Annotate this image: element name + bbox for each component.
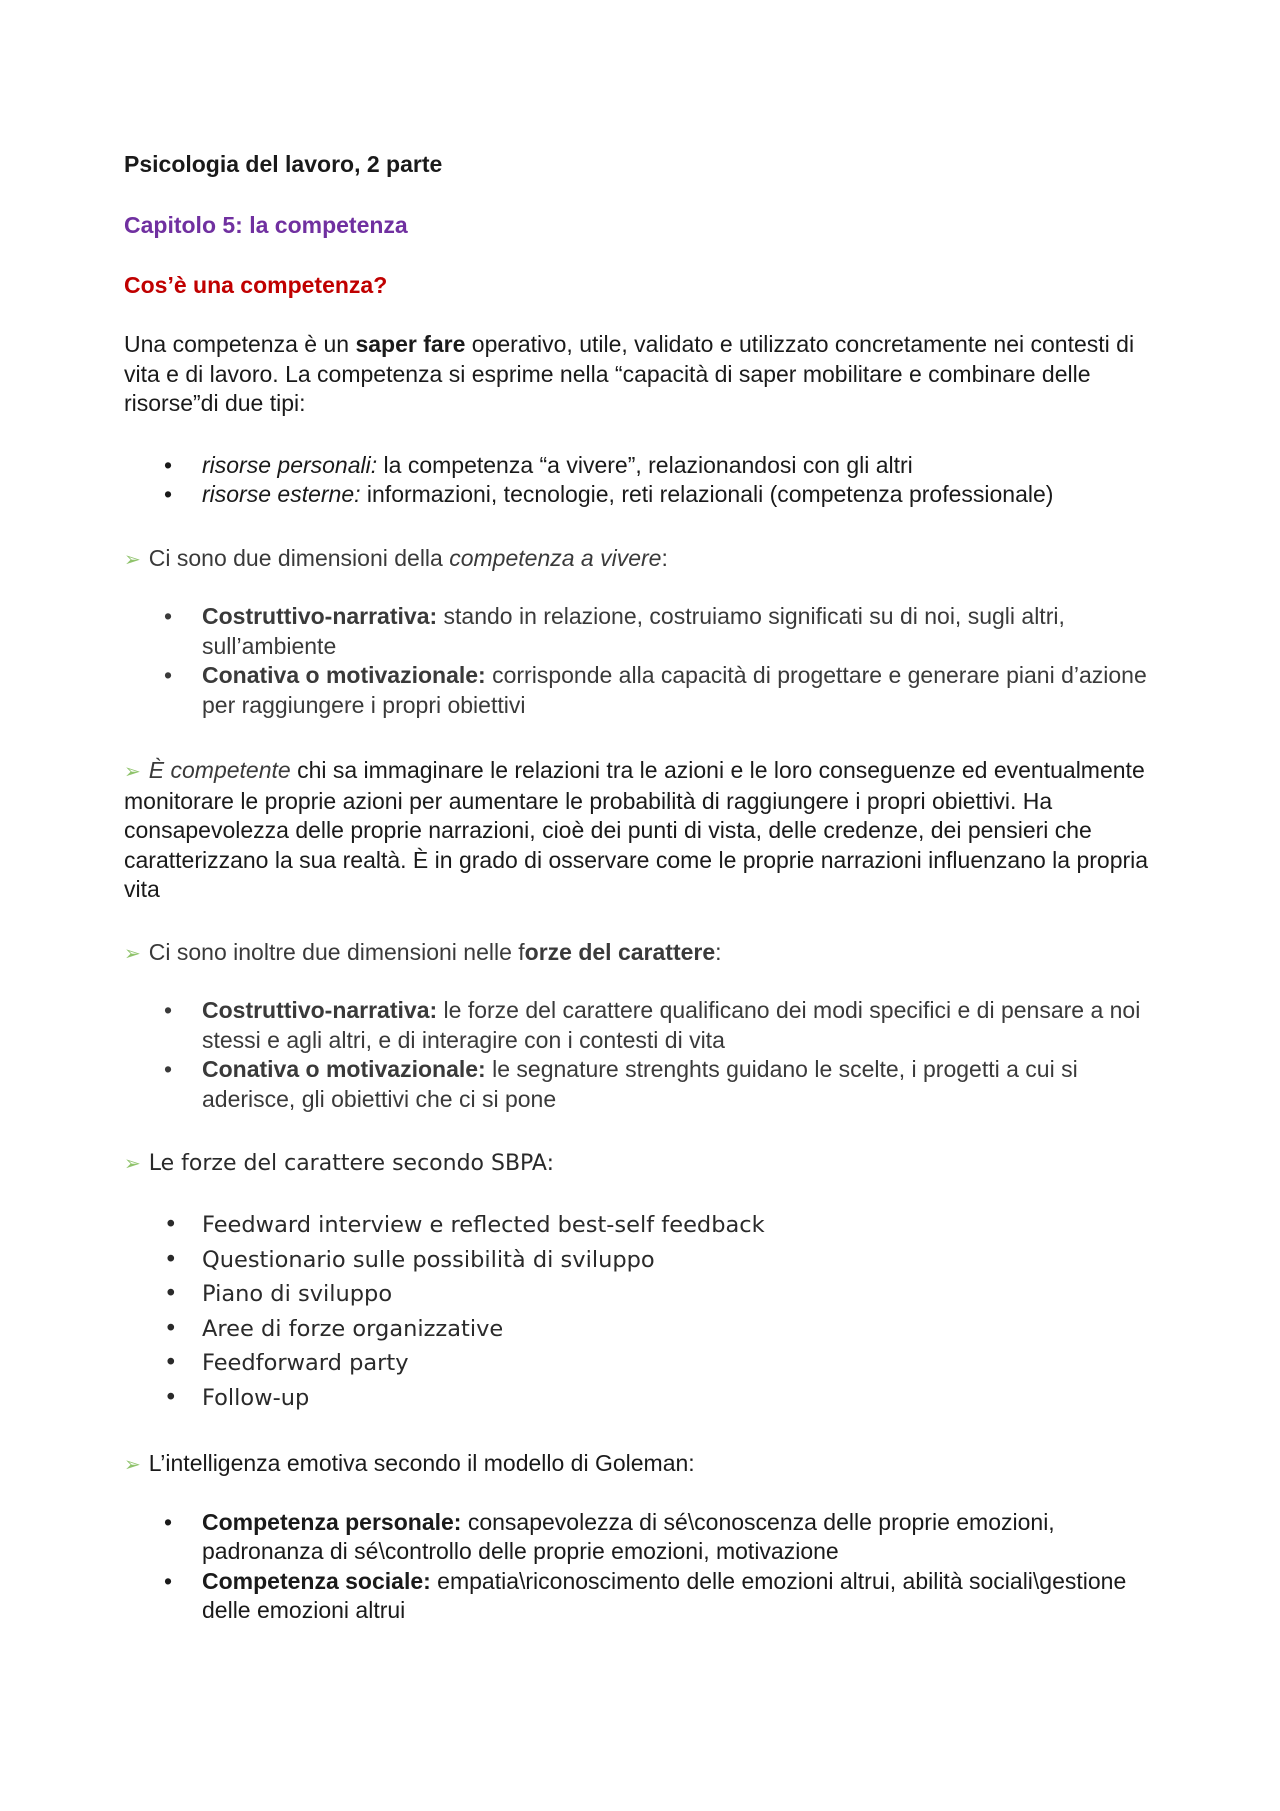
arrow-bullet-icon: ➢ [124, 1452, 141, 1476]
arrow-bullet-icon: ➢ [124, 546, 141, 571]
list-item: • Follow-up [202, 1381, 1174, 1416]
list-item-term: Costruttivo-narrativa: [202, 997, 438, 1023]
sbpa-intro [124, 1149, 1174, 1178]
list-item-term: Competenza sociale: [202, 1567, 431, 1594]
list-item: • Piano di sviluppo [202, 1277, 1174, 1312]
section-heading: Cos’è una competenza? [124, 272, 388, 298]
list-item-text: le segnature strenghts guidano le scelte, i progetti a cui si aderisce, gli obiettivi che ci si pone [202, 1056, 1078, 1112]
risorse-list [124, 451, 1174, 510]
arrow-bullet-icon: ➢ [124, 759, 141, 783]
list-item-term: Costruttivo-narrativa: [202, 603, 438, 629]
list-item [202, 1055, 1174, 1114]
forze-intro [124, 938, 1174, 969]
list-item [202, 602, 1174, 661]
list-item [202, 661, 1174, 720]
forze-text-a: Ci sono inoltre due dimensioni nelle f [148, 938, 525, 965]
goleman-intro-text: L’intelligenza emotiva secondo il modello di Goleman: [148, 1450, 695, 1476]
dim-vivere-list [124, 602, 1174, 720]
list-item: • Questionario sulle possibilità di sviluppo [202, 1243, 1174, 1278]
list-item-text: stando in relazione, costruiamo significati su di noi, sugli altri, sull’ambiente [202, 603, 1065, 659]
list-item: • Feedward interview e reflected best-self feedback [202, 1208, 1174, 1243]
list-item [202, 996, 1174, 1055]
list-item [202, 480, 1174, 510]
intro-text-c: operativo, utile, validato e utilizzato concretamente nei contesti di vita e di lavoro. La competenza si esprime nella “capacità di saper mobilitare e combinare delle risorse”di due tipi: [124, 331, 1135, 416]
chapter-heading: Capitolo 5: la competenza [124, 212, 408, 238]
arrow-bullet-icon: ➢ [124, 1151, 141, 1175]
list-item-term: Conativa o motivazionale: [202, 1056, 486, 1082]
list-item: • Feedforward party [202, 1346, 1174, 1381]
dim-vivere-text-c: : [661, 544, 668, 571]
list-item [202, 451, 1174, 481]
list-item [202, 1567, 1174, 1626]
list-item-text: consapevolezza di sé\conoscenza delle proprie emozioni, padronanza di sé\controllo delle proprie emozioni, motivazione [202, 1508, 1055, 1564]
competente-italic: È competente [148, 757, 291, 783]
document-page [124, 150, 1174, 1662]
intro-bold-term: saper fare [355, 331, 466, 357]
list-item: • Aree di forze organizzative [202, 1312, 1174, 1347]
goleman-intro [124, 1449, 1174, 1480]
dim-vivere-intro [124, 544, 1174, 575]
list-item-text: la competenza “a vivere”, relazionandosi con gli altri [377, 451, 913, 478]
list-item-text: informazioni, tecnologie, reti relazionali (competenza professionale) [360, 481, 1054, 507]
list-item-text: le forze del carattere qualificano dei modi specifici e di pensare a noi stessi e agli altri, e di interagire con i contesti di vita [202, 997, 1141, 1053]
sbpa-list [124, 1208, 1174, 1415]
list-item-term: risorse personali: [202, 451, 378, 478]
intro-text-a: Una competenza è un [124, 331, 356, 357]
intro-paragraph [124, 330, 1174, 419]
dim-vivere-text-b: competenza a vivere [449, 544, 662, 571]
competente-paragraph [124, 756, 1174, 905]
dim-vivere-text-a: Ci sono due dimensioni della [148, 544, 450, 571]
goleman-list [124, 1508, 1174, 1626]
document-title: Psicologia del lavoro, 2 parte [124, 151, 443, 177]
list-item-text: empatia\riconoscimento delle emozioni altrui, abilità sociali\gestione delle emozioni altrui [202, 1567, 1127, 1623]
competente-text: chi sa immaginare le relazioni tra le azioni e le loro conseguenze ed eventualmente monitorare le proprie azioni per aumentare le probabilità di raggiungere i propri obiettivi. Ha consapevolezza delle proprie narrazioni, cioè dei punti di vista, delle credenze, dei pensieri che caratterizzano la sua realtà. È in grado di osservare come le proprie narrazioni influenzano la propria vita [124, 757, 1149, 902]
sbpa-intro-text: Le forze del carattere secondo SBPA: [148, 1151, 554, 1176]
list-item [202, 1508, 1174, 1567]
list-item-term: risorse esterne: [202, 481, 361, 507]
list-item-term: Competenza personale: [202, 1508, 462, 1535]
forze-list [124, 996, 1174, 1114]
arrow-bullet-icon: ➢ [124, 940, 141, 965]
list-item-term: Conativa o motivazionale: [202, 662, 486, 688]
forze-text-c: : [715, 938, 722, 965]
list-item-text: corrisponde alla capacità di progettare e generare piani d’azione per raggiungere i propri obiettivi [202, 662, 1147, 718]
forze-text-b: orze del carattere [524, 938, 716, 965]
